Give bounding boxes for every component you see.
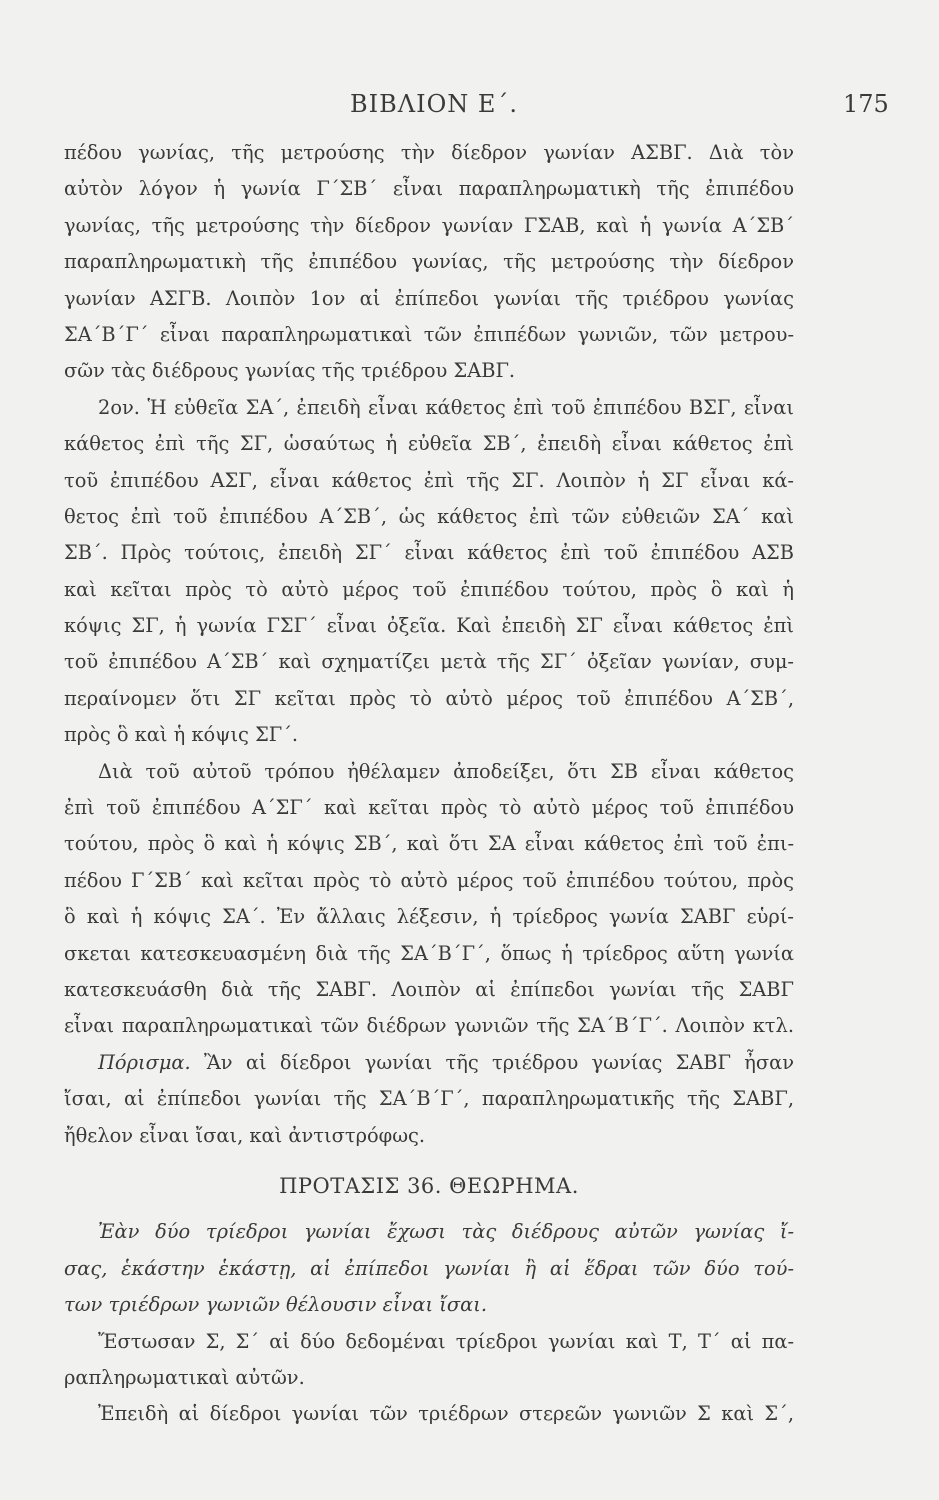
text-line: τοῦ ἐπιπέδου ΑΣΓ, εἶναι κάθετος ἐπὶ τῆς ΣΓ. Λοιπὸν ἡ ΣΓ εἶναι κά- <box>64 468 794 492</box>
text-line: εἶναι παραπληρωματικαὶ τῶν διέδρων γωνιῶν τῆς ΣΑ΄Β΄Γ΄. Λοιπὸν κτλ. <box>64 1014 794 1038</box>
text-line: ὃ καὶ ἡ κόψις ΣΑ΄. Ἐν ἄλλαις λέξεσιν, ἡ τρίεδρος γωνία ΣΑΒΓ εὑρί- <box>64 905 794 929</box>
porisma-text: Ἂν αἱ δίεδροι γωνίαι τῆς τριέδρου γωνίας ΣΑΒΓ ἦσαν <box>190 1050 794 1074</box>
text-line: παραπληρωματικὴ τῆς ἐπιπέδου γωνίας, τῆς μετρούσης τὴν δίεδρον <box>64 250 794 274</box>
text-line: γωνίαν ΑΣΓΒ. Λοιπὸν 1ον αἱ ἐπίπεδοι γωνίαι τῆς τριέδρου γωνίας <box>64 286 794 310</box>
text-line: ΣΑ΄Β΄Γ΄ εἶναι παραπληρωματικαὶ τῶν ἐπιπέδων γωνιῶν, τῶν μετρου- <box>64 322 794 346</box>
text-line: αὐτὸν λόγον ἡ γωνία Γ΄ΣΒ΄ εἶναι παραπληρωματικὴ τῆς ἐπιπέδου <box>64 177 794 201</box>
text-line: σῶν τὰς διέδρους γωνίας τῆς τριέδρου ΣΑΒΓ. <box>64 359 516 383</box>
page-number: 175 <box>843 90 889 118</box>
text-line: Ἐπειδὴ αἱ δίεδροι γωνίαι τῶν τριέδρων στερεῶν γωνιῶν Σ καὶ Σ΄, <box>98 1402 794 1426</box>
text-line: κάθετος ἐπὶ τῆς ΣΓ, ὡσαύτως ἡ εὐθεῖα ΣΒ΄, ἐπειδὴ εἶναι κάθετος ἐπὶ <box>64 432 794 456</box>
text-line: τοῦ ἐπιπέδου Α΄ΣΒ΄ καὶ σχηματίζει μετὰ τῆς ΣΓ΄ ὀξεῖαν γωνίαν, συμ- <box>64 650 794 674</box>
porisma-label: Πόρισμα. <box>98 1050 191 1074</box>
text-line: Διὰ τοῦ αὐτοῦ τρόπου ἠθέλαμεν ἀποδείξει, ὅτι ΣΒ εἶναι κάθετος <box>98 759 794 783</box>
text-line: περαίνομεν ὅτι ΣΓ κεῖται πρὸς τὸ αὐτὸ μέρος τοῦ ἐπιπέδου Α΄ΣΒ΄, <box>64 686 794 710</box>
text-line: σκεται κατεσκευασμένη διὰ τῆς ΣΑ΄Β΄Γ΄, ὅπως ἡ τρίεδρος αὕτη γωνία <box>64 941 794 965</box>
text-line: Ἔστωσαν Σ, Σ΄ αἱ δύο δεδομέναι τρίεδροι γωνίαι καὶ Τ, Τ΄ αἱ πα- <box>98 1329 794 1353</box>
running-title: ΒΙΒΛΙΟΝ Ε΄. <box>350 90 519 118</box>
text-line: πέδου Γ΄ΣΒ΄ καὶ κεῖται πρὸς τὸ αὐτὸ μέρος τοῦ ἐπιπέδου τούτου, πρὸς <box>64 868 794 892</box>
text-line: καὶ κεῖται πρὸς τὸ αὐτὸ μέρος τοῦ ἐπιπέδου τούτου, πρὸς ὃ καὶ ἡ <box>64 577 794 601</box>
text-line: πέδου γωνίας, τῆς μετρούσης τὴν δίεδρον γωνίαν ΑΣΒΓ. Διὰ τὸν <box>64 141 794 164</box>
text-line: ἤθελον εἶναι ἴσαι, καὶ ἀντιστρόφως. <box>64 1123 426 1147</box>
text-line: τούτου, πρὸς ὃ καὶ ἡ κόψις ΣΒ΄, καὶ ὅτι ΣΑ εἶναι κάθετος ἐπὶ τοῦ ἐπι- <box>64 832 794 856</box>
text-line: ἐπὶ τοῦ ἐπιπέδου Α΄ΣΓ΄ καὶ κεῖται πρὸς τὸ αὐτὸ μέρος τοῦ ἐπιπέδου <box>64 796 794 820</box>
theorem-line: Ἐὰν δύο τρίεδροι γωνίαι ἔχωσι τὰς διέδρους αὐτῶν γωνίας ἴ- <box>98 1220 794 1244</box>
theorem-line: των τριέδρων γωνιῶν θέλουσιν εἶναι ἴσαι. <box>64 1293 487 1317</box>
porisma-line <box>64 1045 794 1081</box>
text-line: ἴσαι, αἱ ἐπίπεδοι γωνίαι τῆς ΣΑ΄Β΄Γ΄, παραπληρωματικῆς τῆς ΣΑΒΓ, <box>64 1087 794 1111</box>
text-line: ΣΒ΄. Πρὸς τούτοις, ἐπειδὴ ΣΓ΄ εἶναι κάθετος ἐπὶ τοῦ ἐπιπέδου ΑΣΒ <box>64 541 794 565</box>
text-line: κατεσκευάσθη διὰ τῆς ΣΑΒΓ. Λοιπὸν αἱ ἐπίπεδοι γωνίαι τῆς ΣΑΒΓ <box>64 977 794 1001</box>
section-heading: ΠΡΟΤΑΣΙΣ 36. ΘΕΩΡΗΜΑ. <box>279 1173 579 1198</box>
text-line: κόψις ΣΓ, ἡ γωνία ΓΣΓ΄ εἶναι ὀξεῖα. Καὶ ἐπειδὴ ΣΓ εἶναι κάθετος ἐπὶ <box>64 614 794 638</box>
page-header <box>0 90 939 130</box>
theorem-line: σας, ἑκάστην ἑκάστῃ, αἱ ἐπίπεδοι γωνίαι ἢ αἱ ἕδραι τῶν δύο τού- <box>64 1256 794 1280</box>
text-line: ραπληρωματικαὶ αὐτῶν. <box>64 1365 305 1389</box>
text-line: πρὸς ὃ καὶ ἡ κόψις ΣΓ΄. <box>64 723 299 747</box>
body-text <box>64 135 794 1433</box>
text-line: θετος ἐπὶ τοῦ ἐπιπέδου Α΄ΣΒ΄, ὡς κάθετος ἐπὶ τῶν εὐθειῶν ΣΑ΄ καὶ <box>64 504 794 528</box>
text-line: 2ον. Ἡ εὐθεῖα ΣΑ΄, ἐπειδὴ εἶναι κάθετος ἐπὶ τοῦ ἐπιπέδου ΒΣΓ, εἶναι <box>98 395 794 419</box>
text-line: γωνίας, τῆς μετρούσης τὴν δίεδρον γωνίαν ΓΣΑΒ, καὶ ἡ γωνία Α΄ΣΒ΄ <box>64 213 794 237</box>
